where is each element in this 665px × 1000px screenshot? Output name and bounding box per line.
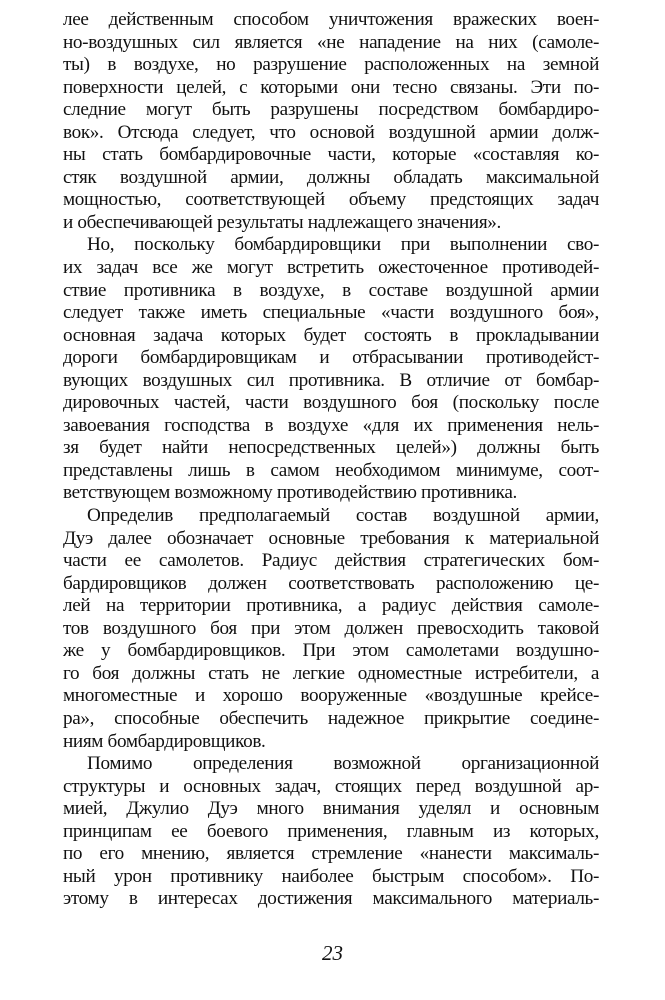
text-line: основная задача которых будет состоять в прокладывании xyxy=(63,324,599,346)
text-line: структуры и основных задач, стоящих перед воздушной ар- xyxy=(63,775,599,797)
text-line: ны стать бомбардировочные части, которые «составляя ко- xyxy=(63,144,599,166)
text-line: Но, поскольку бомбардировщики при выполнении сво- xyxy=(87,234,599,256)
text-line: дировочных частей, части воздушного боя (поскольку после xyxy=(63,392,599,414)
text-line: завоевания господства в воздухе «для их применения нель- xyxy=(63,414,599,436)
text-line: следние могут быть разрушены посредством бомбардиро- xyxy=(63,99,599,121)
text-line: Определив предполагаемый состав воздушной армии, xyxy=(87,505,599,527)
text-line: поверхности целей, с которыми они тесно связаны. Эти по- xyxy=(63,76,599,98)
text-line: мощностью, соответствующей объему предстоящих задач xyxy=(63,189,599,211)
text-line: принципам ее боевого применения, главным из которых, xyxy=(63,820,599,842)
text-line: стяк воздушной армии, должны обладать максимальной xyxy=(63,166,599,188)
text-line: ниям бомбардировщиков. xyxy=(63,730,266,752)
text-line: Помимо определения возможной организационной xyxy=(87,753,599,775)
text-line: вующих воздушных сил противника. В отличие от бомбар- xyxy=(63,369,599,391)
page-number: 23 xyxy=(322,941,343,965)
text-line: лей на территории противника, а радиус действия самоле- xyxy=(63,595,599,617)
paragraph-1 xyxy=(63,9,599,234)
text-line: ты) в воздухе, но разрушение расположенных на земной xyxy=(63,54,599,76)
text-line: их задач все же могут встретить ожесточенное противодей- xyxy=(63,257,599,279)
text-line: и обеспечивающей результаты надлежащего значения». xyxy=(63,211,501,233)
text-line: ный урон противнику наиболее быстрым способом». По- xyxy=(63,865,599,887)
text-line: ра», способные обеспечить надежное прикрытие соедине- xyxy=(63,707,599,729)
text-line: следует также иметь специальные «части воздушного боя», xyxy=(63,302,599,324)
text-line: Дуэ далее обозначает основные требования к материальной xyxy=(63,527,599,549)
text-line: по его мнению, является стремление «нанести максималь- xyxy=(63,843,599,865)
text-line: части ее самолетов. Радиус действия стратегических бом- xyxy=(63,550,599,572)
paragraph-3 xyxy=(63,505,599,753)
page-body xyxy=(63,9,599,911)
text-line: лее действенным способом уничтожения вражеских воен- xyxy=(63,9,599,30)
text-line: многоместные и хорошо вооруженные «воздушные крейсе- xyxy=(63,685,599,707)
text-line: тов воздушного боя при этом должен превосходить таковой xyxy=(63,617,599,639)
text-line: мией, Джулио Дуэ много внимания уделял и основным xyxy=(63,798,599,820)
text-line: ветствующем возможному противодействию противника. xyxy=(63,482,517,504)
text-line: го боя должны стать не легкие одноместные истребители, а xyxy=(63,662,599,684)
text-line: но-воздушных сил является «не нападение на них (самоле- xyxy=(63,31,599,53)
text-line: зя будет найти непосредственных целей») должны быть xyxy=(63,437,599,459)
text-line: дороги бомбардировщикам и отбрасывании противодейст- xyxy=(63,347,599,369)
text-line: же у бомбардировщиков. При этом самолетами воздушно- xyxy=(63,640,599,662)
paragraph-4 xyxy=(63,753,599,911)
text-line: бардировщиков должен соответствовать расположению це- xyxy=(63,572,599,594)
text-line: ствие противника в воздухе, в составе воздушной армии xyxy=(63,279,599,301)
text-line: вок». Отсюда следует, что основой воздушной армии долж- xyxy=(63,121,599,143)
text-line: этому в интересах достижения максимального материаль- xyxy=(63,888,599,910)
text-line: представлены лишь в самом необходимом минимуме, соот- xyxy=(63,459,599,481)
paragraph-2 xyxy=(63,234,599,505)
